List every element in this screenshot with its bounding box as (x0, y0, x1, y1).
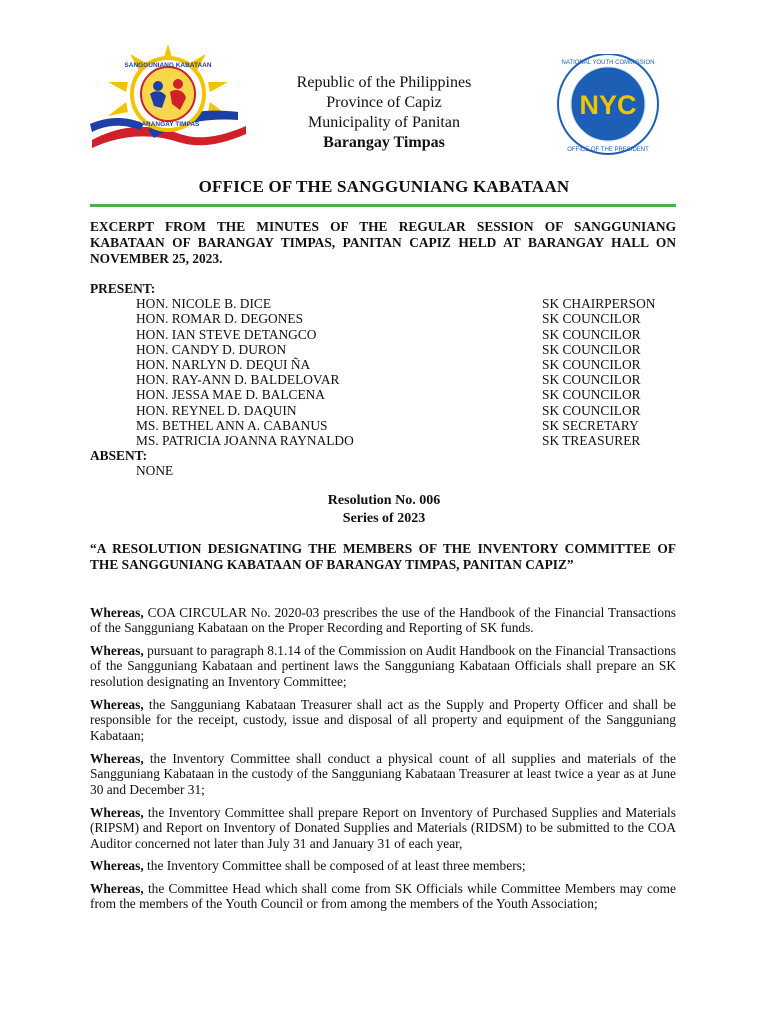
whereas-paragraph (90, 697, 676, 743)
attendee-position: SK COUNCILOR (542, 311, 641, 327)
whereas-text: the Inventory Committee shall conduct a physical count of all supplies and materials of the Sangguniang Kabataan in the custody of the Sangguniang Kabataan Treasurer at least twice a year as at June 30 and December 31; (90, 751, 676, 797)
attendee-position: SK COUNCILOR (542, 372, 641, 388)
present-label: PRESENT: (90, 281, 156, 296)
whereas-paragraph (90, 643, 676, 689)
attendee-row (90, 387, 676, 402)
attendee-position: SK COUNCILOR (542, 387, 641, 403)
attendee-position: SK CHAIRPERSON (542, 296, 656, 312)
attendee-name: MS. BETHEL ANN A. CABANUS (136, 417, 328, 433)
whereas-lead: Whereas, (90, 881, 144, 896)
whereas-lead: Whereas, (90, 751, 144, 766)
whereas-paragraph (90, 881, 676, 912)
attendee-position: SK COUNCILOR (542, 326, 641, 342)
attendee-name: HON. IAN STEVE DETANGCO (136, 326, 317, 342)
whereas-paragraph (90, 858, 676, 873)
attendee-row (90, 342, 676, 357)
office-title: OFFICE OF THE SANGGUNIANG KABATAAN (198, 177, 570, 196)
absent-label: ABSENT: (90, 448, 148, 464)
excerpt-heading: EXCERPT FROM THE MINUTES OF THE REGULAR SESSION OF SANGGUNIANG KABATAAN OF BARANGAY TIMPAS, PANITAN CAPIZ HELD AT BARANGAY HALL ON NOVEMBER 25, 2023. (90, 219, 676, 266)
whereas-text: the Sangguniang Kabataan Treasurer shall act as the Supply and Property Officer and shall be responsible for the receipt, custody, issue and disposal of all property and equipment of the Sangguniang Kabataan; (90, 697, 676, 743)
whereas-lead: Whereas, (90, 697, 144, 712)
resolution-title: “A RESOLUTION DESIGNATING THE MEMBERS OF THE INVENTORY COMMITTEE OF THE SANGGUNIANG KABATAAN OF BARANGAY TIMPAS, PANITAN CAPIZ” (90, 541, 676, 572)
whereas-lead: Whereas, (90, 858, 144, 873)
attendee-row (90, 403, 676, 418)
header-municipality: Municipality of Panitan (308, 114, 460, 131)
attendee-position: SK SECRETARY (542, 417, 639, 433)
sk-logo-text-top: SANGGUNIANG KABATAAN (124, 62, 212, 69)
attendee-row (90, 311, 676, 326)
attendee-position: SK COUNCILOR (542, 402, 641, 418)
attendee-position: SK COUNCILOR (542, 357, 641, 372)
whereas-lead: Whereas, (90, 605, 144, 620)
attendee-row (90, 433, 676, 448)
attendance-section (90, 281, 676, 481)
whereas-lead: Whereas, (90, 805, 144, 820)
attendee-name: HON. ROMAR D. DEGONES (136, 311, 304, 327)
attendee-name: MS. PATRICIA JOANNA RAYNALDO (136, 433, 354, 448)
whereas-paragraph (90, 605, 676, 636)
whereas-text: the Committee Head which shall come from SK Officials while Committee Members may come from the members of the Youth Council or from among the members of the Youth Association; (90, 881, 676, 912)
whereas-text: the Inventory Committee shall be composed of at least three members; (143, 858, 526, 873)
attendee-name: HON. NICOLE B. DICE (136, 296, 272, 312)
whereas-text: the Inventory Committee shall prepare Report on Inventory of Purchased Supplies and Materials (RIPSM) and Report on Inventory of Donated Supplies and Materials (RIDSM) to be submitted to the COA Auditor concerned not later than July 31 and January 31 of each year, (90, 805, 676, 851)
attendee-row (90, 296, 676, 311)
attendee-row (90, 357, 676, 372)
header-province: Province of Capiz (326, 94, 442, 111)
divider (90, 204, 676, 207)
nyc-logo-text-top: NATIONAL YOUTH COMMISSION (561, 60, 655, 66)
attendee-position: SK COUNCILOR (542, 341, 641, 357)
whereas-paragraph (90, 751, 676, 797)
attendee-name: HON. RAY-ANN D. BALDELOVAR (136, 372, 340, 388)
nyc-logo-text-bottom: OFFICE OF THE PRESIDENT (567, 147, 649, 153)
whereas-text: pursuant to paragraph 8.1.14 of the Commission on Audit Handbook on the Financial Transactions of the Sangguniang Kabataan and pertinent laws the Sangguniang Kabataan Officials shall prepare an SK resolution designating an Inventory Committee; (90, 643, 676, 689)
absent-row (90, 463, 676, 478)
attendee-name: HON. REYNEL D. DAQUIN (136, 402, 297, 418)
whereas-lead: Whereas, (90, 643, 144, 658)
attendee-name: HON. NARLYN D. DEQUI ÑA (136, 357, 311, 372)
whereas-text: COA CIRCULAR No. 2020-03 prescribes the use of the Handbook of the Financial Transactions of the Sangguniang Kabataan on the Proper Recording and Reporting of SK funds. (90, 605, 676, 636)
attendee-name: HON. JESSA MAE D. BALCENA (136, 387, 325, 403)
attendee-row (90, 327, 676, 342)
whereas-paragraph (90, 805, 676, 851)
header-republic: Republic of the Philippines (296, 74, 472, 91)
absent-value: NONE (136, 463, 174, 479)
resolution-number: Resolution No. 006 (327, 493, 441, 508)
attendee-row (90, 418, 676, 433)
header-barangay: Barangay Timpas (323, 134, 445, 151)
nyc-letters: NYC (579, 90, 637, 120)
attendee-row (90, 372, 676, 387)
sk-logo-text-bottom: BARANGAY TIMPAS (136, 121, 200, 128)
attendee-position: SK TREASURER (542, 433, 641, 448)
attendee-name: HON. CANDY D. DURON (136, 341, 287, 357)
resolution-series: Series of 2023 (342, 511, 426, 526)
